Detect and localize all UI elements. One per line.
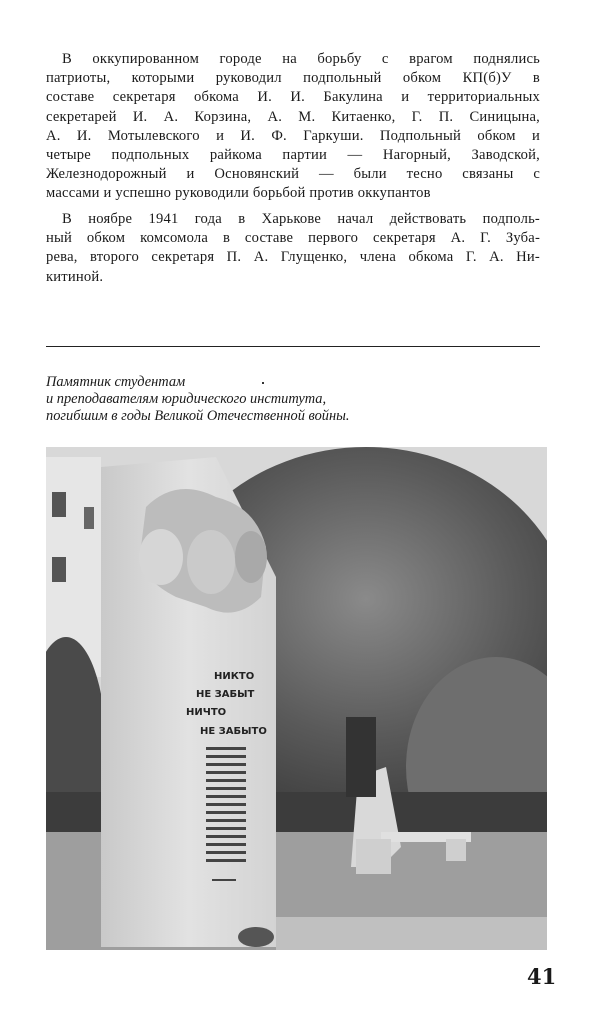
photo-caption [46,374,349,424]
monument-photo [46,447,547,950]
caption-line: Памятник студентам [46,374,186,390]
text-line: рева, второго секретаря П. А. Глущенко, члена обкома Г. А. Ни- [46,249,540,266]
text-line: патриоты, которыми руководил подпольный обком КП(б)У в [46,70,540,87]
text-line: В ноябре 1941 года в Харькове начал действовать подполь- [62,211,540,227]
page-number: 41 [527,964,557,989]
inscription-line: НИКТО [214,671,255,682]
text-line: массами и успешно руководили борьбой против оккупантов [46,185,431,202]
caption-line: погибшим в годы Великой Отечественной войны. [46,407,350,424]
text-line: составе секретаря обкома И. И. Бакулина и территориальных [46,89,540,106]
text-line: секретарей И. А. Корзина, А. М. Китаенко, Г. П. Синицына, [46,108,540,125]
caption-line: и преподавателям юридического института, [46,390,327,407]
text-line: ный обком комсомола в составе первого секретаря А. Г. Зуба- [46,230,540,247]
body-paragraph-1 [46,50,540,204]
body-paragraph-2 [46,210,540,287]
text-line: китиной. [46,268,104,285]
text-line: А. И. Мотылевского и И. Ф. Гаркуши. Подпольный обком и [46,127,540,144]
text-line: Железнодорожный и Основянский — были тесно связаны с [46,166,540,183]
text-line: В оккупированном городе на борьбу с врагом поднялись [62,51,540,67]
text-line: четыре подпольных райкома партии — Нагорный, Заводской, [46,147,540,164]
inscription-line: НЕ ЗАБЫТО [200,726,267,737]
inscription-line: НИЧТО [186,707,227,718]
inscription-line: НЕ ЗАБЫТ [196,689,255,700]
stray-dot [262,382,264,384]
horizontal-divider [46,346,540,347]
